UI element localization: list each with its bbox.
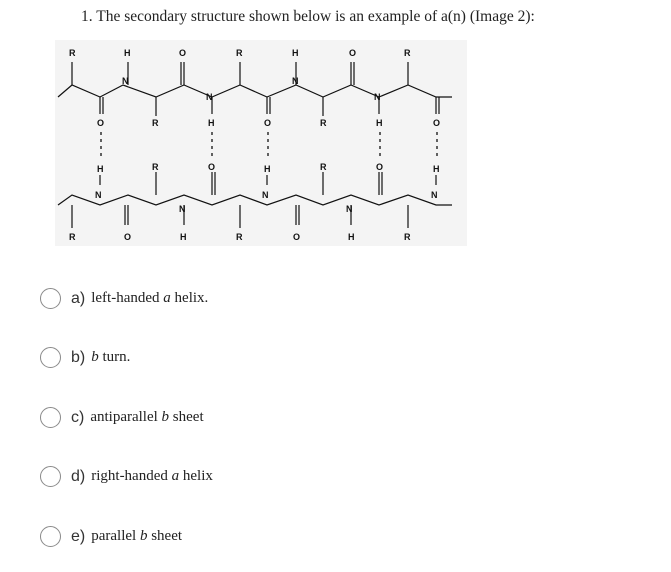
option-letter: c) — [71, 408, 85, 426]
atom-label: R — [320, 118, 327, 128]
option-text: left-handed a helix. — [91, 290, 209, 306]
diagram-background — [55, 40, 467, 246]
atom-label: N — [206, 92, 213, 102]
atom-label: H — [376, 118, 383, 128]
atom-label: O — [208, 162, 216, 172]
option-text: b turn. — [91, 349, 131, 365]
atom-label: N — [262, 190, 269, 200]
radio-option-d[interactable] — [40, 466, 61, 487]
atom-label: R — [236, 232, 243, 242]
atom-label: N — [346, 204, 353, 214]
atom-label: R — [404, 232, 411, 242]
atom-label: H — [264, 164, 271, 174]
option-c[interactable] — [40, 407, 204, 428]
atom-label: R — [69, 48, 76, 58]
option-text: parallel b sheet — [91, 528, 183, 544]
atom-label: H — [292, 48, 299, 58]
atom-label: O — [97, 118, 105, 128]
option-text: right-handed a helix — [91, 468, 213, 484]
question-text: 1. The secondary structure shown below is an example of a(n) (Image 2): — [81, 8, 535, 25]
option-letter: a) — [71, 289, 86, 307]
atom-label: H — [348, 232, 355, 242]
option-letter: e) — [71, 527, 86, 545]
atom-label: N — [95, 190, 102, 200]
radio-option-a[interactable] — [40, 288, 61, 309]
option-letter: d) — [71, 467, 86, 485]
atom-label: R — [236, 48, 243, 58]
option-text: antiparallel b sheet — [90, 409, 204, 425]
atom-label: H — [208, 118, 215, 128]
atom-label: R — [69, 232, 76, 242]
radio-option-b[interactable] — [40, 347, 61, 368]
beta-sheet-diagram — [50, 38, 470, 248]
atom-label: R — [152, 118, 159, 128]
atom-label: R — [152, 162, 159, 172]
atom-label: H — [97, 164, 104, 174]
atom-label: N — [179, 204, 186, 214]
atom-label: H — [180, 232, 187, 242]
atom-label: R — [404, 48, 411, 58]
atom-label: O — [349, 48, 357, 58]
atom-label: O — [264, 118, 272, 128]
atom-label: O — [376, 162, 384, 172]
atom-label: N — [374, 92, 381, 102]
radio-option-e[interactable] — [40, 526, 61, 547]
atom-label: O — [433, 118, 441, 128]
atom-label: H — [124, 48, 131, 58]
radio-option-c[interactable] — [40, 407, 61, 428]
structure-svg — [50, 38, 470, 248]
atom-label: N — [122, 76, 129, 86]
atom-label: O — [124, 232, 132, 242]
atom-label: H — [433, 164, 440, 174]
option-letter: b) — [71, 348, 86, 366]
option-a[interactable] — [40, 288, 208, 309]
option-e[interactable] — [40, 526, 182, 547]
option-d[interactable] — [40, 466, 213, 487]
option-b[interactable] — [40, 347, 130, 368]
atom-label: N — [292, 76, 299, 86]
atom-label: N — [431, 190, 438, 200]
atom-label: O — [293, 232, 301, 242]
atom-label: R — [320, 162, 327, 172]
atom-label: O — [179, 48, 187, 58]
